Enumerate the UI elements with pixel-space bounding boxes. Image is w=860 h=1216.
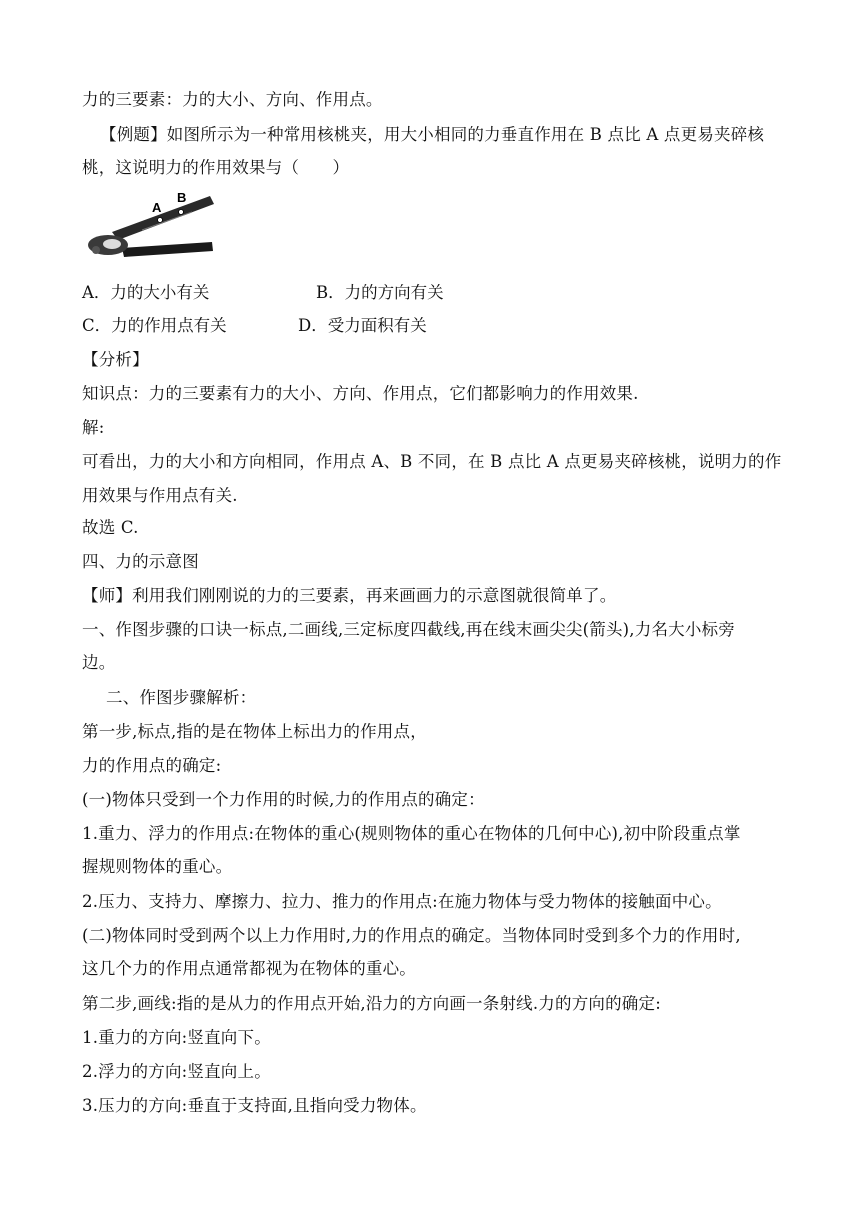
- point-a-label: A: [152, 200, 162, 215]
- single-force-heading: (一)物体只受到一个力作用的时候,力的作用点的确定：: [82, 790, 485, 809]
- knowledge-point: 知识点：力的三要素有力的大小、方向、作用点，它们都影响力的作用效果.: [82, 384, 639, 403]
- mnemonic-line-1: 一、作图步骤的口诀一标点,二画线,三定标度四截线,再在线末画尖尖(箭头),力名大小标旁: [82, 620, 735, 639]
- steps-analysis-heading: 二、作图步骤解析：: [106, 688, 257, 707]
- mnemonic-line-2: 边。: [82, 653, 116, 672]
- option-a: A．力的大小有关: [82, 283, 210, 302]
- line-1: 力的三要素：力的大小、方向、作用点。: [82, 90, 383, 109]
- example-question-line-1: 【例题】如图所示为一种常用核桃夹，用大小相同的力垂直作用在 B 点比 A 点更易夹碎核: [100, 125, 765, 144]
- buoyancy-direction-line: 2.浮力的方向:竖直向上。: [82, 1062, 271, 1081]
- example-question-line-2: 桃，这说明力的作用效果与（ ）: [82, 158, 350, 177]
- point-b-marker: [179, 210, 184, 215]
- point-b-label: B: [177, 190, 187, 205]
- point-a-marker: [158, 218, 163, 223]
- solution-label: 解:: [82, 418, 105, 437]
- gravity-buoyancy-line-1: 1.重力、浮力的作用点:在物体的重心(规则物体的重心在物体的几何中心),初中阶段重点掌: [82, 824, 741, 843]
- solution-line-2: 用效果与作用点有关.: [82, 486, 238, 505]
- option-d: D．受力面积有关: [298, 316, 427, 335]
- pressure-direction-line: 3.压力的方向:垂直于支持面,且指向受力物体。: [82, 1096, 427, 1115]
- multiple-forces-line-2: 这几个力的作用点通常都视为在物体的重心。: [82, 959, 416, 978]
- analysis-heading: 【分析】: [82, 350, 149, 369]
- step-two-line: 第二步,画线:指的是从力的作用点开始,沿力的方向画一条射线.力的方向的确定:: [82, 994, 661, 1013]
- section-heading-four: 四、力的示意图: [82, 552, 199, 571]
- solution-line-1: 可看出，力的大小和方向相同，作用点 A、B 不同，在 B 点比 A 点更易夹碎核桃，说明力的作: [82, 452, 782, 471]
- nutcracker-figure: [82, 190, 217, 268]
- option-c: C．力的作用点有关: [82, 316, 227, 335]
- multiple-forces-line-1: (二)物体同时受到两个以上力作用时,力的作用点的确定。当物体同时受到多个力的作用时,: [82, 926, 741, 945]
- gravity-buoyancy-line-2: 握规则物体的重心。: [82, 857, 233, 876]
- teacher-line: 【师】利用我们刚刚说的力的三要素，再来画画力的示意图就很简单了。: [82, 586, 617, 605]
- answer-line: 故选 C.: [82, 518, 139, 537]
- gravity-direction-line: 1.重力的方向:竖直向下。: [82, 1028, 271, 1047]
- point-determination-heading: 力的作用点的确定:: [82, 756, 222, 775]
- step-one-line: 第一步,标点,指的是在物体上标出力的作用点，: [82, 722, 427, 741]
- contact-forces-line: 2.压力、支持力、摩擦力、拉力、推力的作用点:在施力物体与受力物体的接触面中心。: [82, 892, 722, 911]
- option-b: B．力的方向有关: [316, 283, 444, 302]
